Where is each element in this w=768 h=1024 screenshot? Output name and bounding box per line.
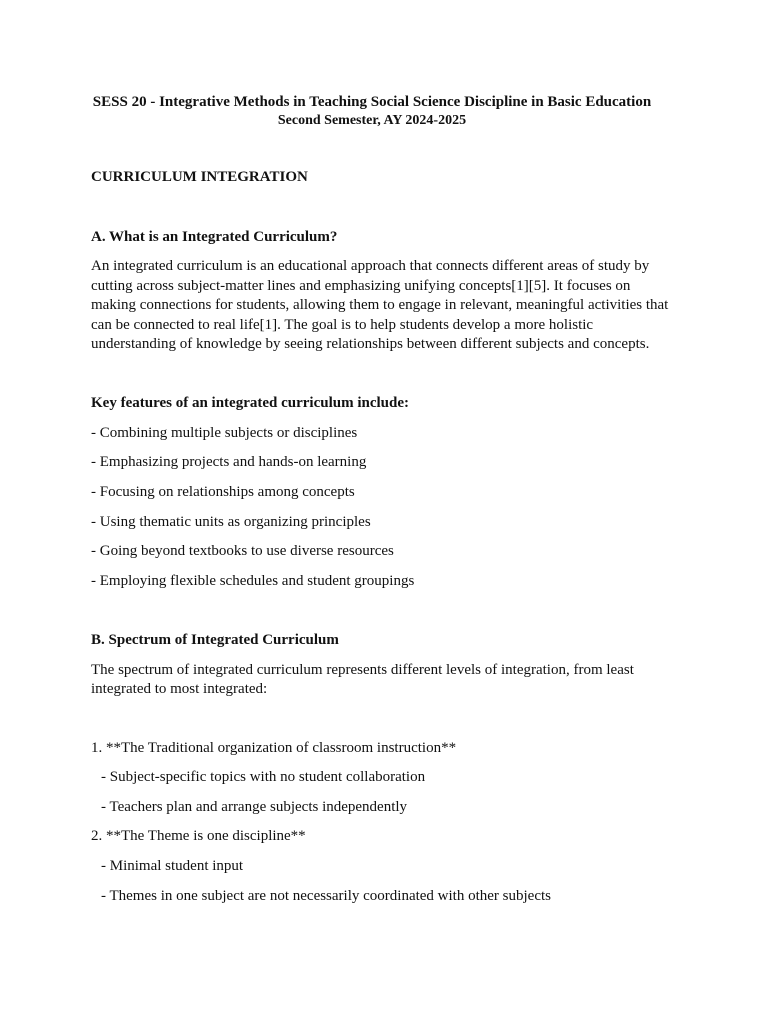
spectrum-level-point: - Teachers plan and arrange subjects independently xyxy=(101,799,408,815)
section-heading-main: CURRICULUM INTEGRATION xyxy=(91,169,308,185)
section-a-line: understanding of knowledge by seeing relationships between different subjects and concepts. xyxy=(91,336,650,352)
key-feature-item: - Focusing on relationships among concepts xyxy=(91,484,355,500)
section-b-intro-line: integrated to most integrated: xyxy=(91,681,268,697)
spectrum-level-title: 2. **The Theme is one discipline** xyxy=(91,828,306,844)
section-a-line: cutting across subject-matter lines and emphasizing unifying concepts[1][5]. It focuses on xyxy=(91,277,631,294)
section-a-line: making connections for students, allowing them to engage in relevant, meaningful activities that xyxy=(91,297,669,313)
spectrum-level-point: - Minimal student input xyxy=(101,858,244,874)
document-subtitle: Second Semester, AY 2024-2025 xyxy=(277,113,467,128)
key-feature-item: - Combining multiple subjects or disciplines xyxy=(91,425,358,441)
section-b-intro-line: The spectrum of integrated curriculum represents different levels of integration, from least xyxy=(91,662,634,678)
key-feature-item: - Going beyond textbooks to use diverse resources xyxy=(91,543,394,559)
key-feature-item: - Using thematic units as organizing principles xyxy=(91,514,371,530)
section-a-line: An integrated curriculum is an educational approach that connects different areas of study by xyxy=(91,258,650,274)
spectrum-level-point: - Subject-specific topics with no student collaboration xyxy=(101,769,426,785)
key-feature-item: - Emphasizing projects and hands-on learning xyxy=(91,454,367,470)
document-title: SESS 20 - Integrative Methods in Teaching Social Science Discipline in Basic Education xyxy=(92,94,652,110)
document-page xyxy=(91,0,681,1024)
key-feature-item: - Employing flexible schedules and student groupings xyxy=(91,573,415,589)
section-b-heading: B. Spectrum of Integrated Curriculum xyxy=(91,632,339,648)
spectrum-level-title: 1. **The Traditional organization of classroom instruction** xyxy=(91,740,457,756)
key-features-heading: Key features of an integrated curriculum include: xyxy=(91,395,410,411)
section-a-line: can be connected to real life[1]. The goal is to help students develop a more holistic xyxy=(91,316,594,333)
spectrum-level-point: - Themes in one subject are not necessarily coordinated with other subjects xyxy=(101,888,551,904)
section-a-heading: A. What is an Integrated Curriculum? xyxy=(91,229,338,245)
